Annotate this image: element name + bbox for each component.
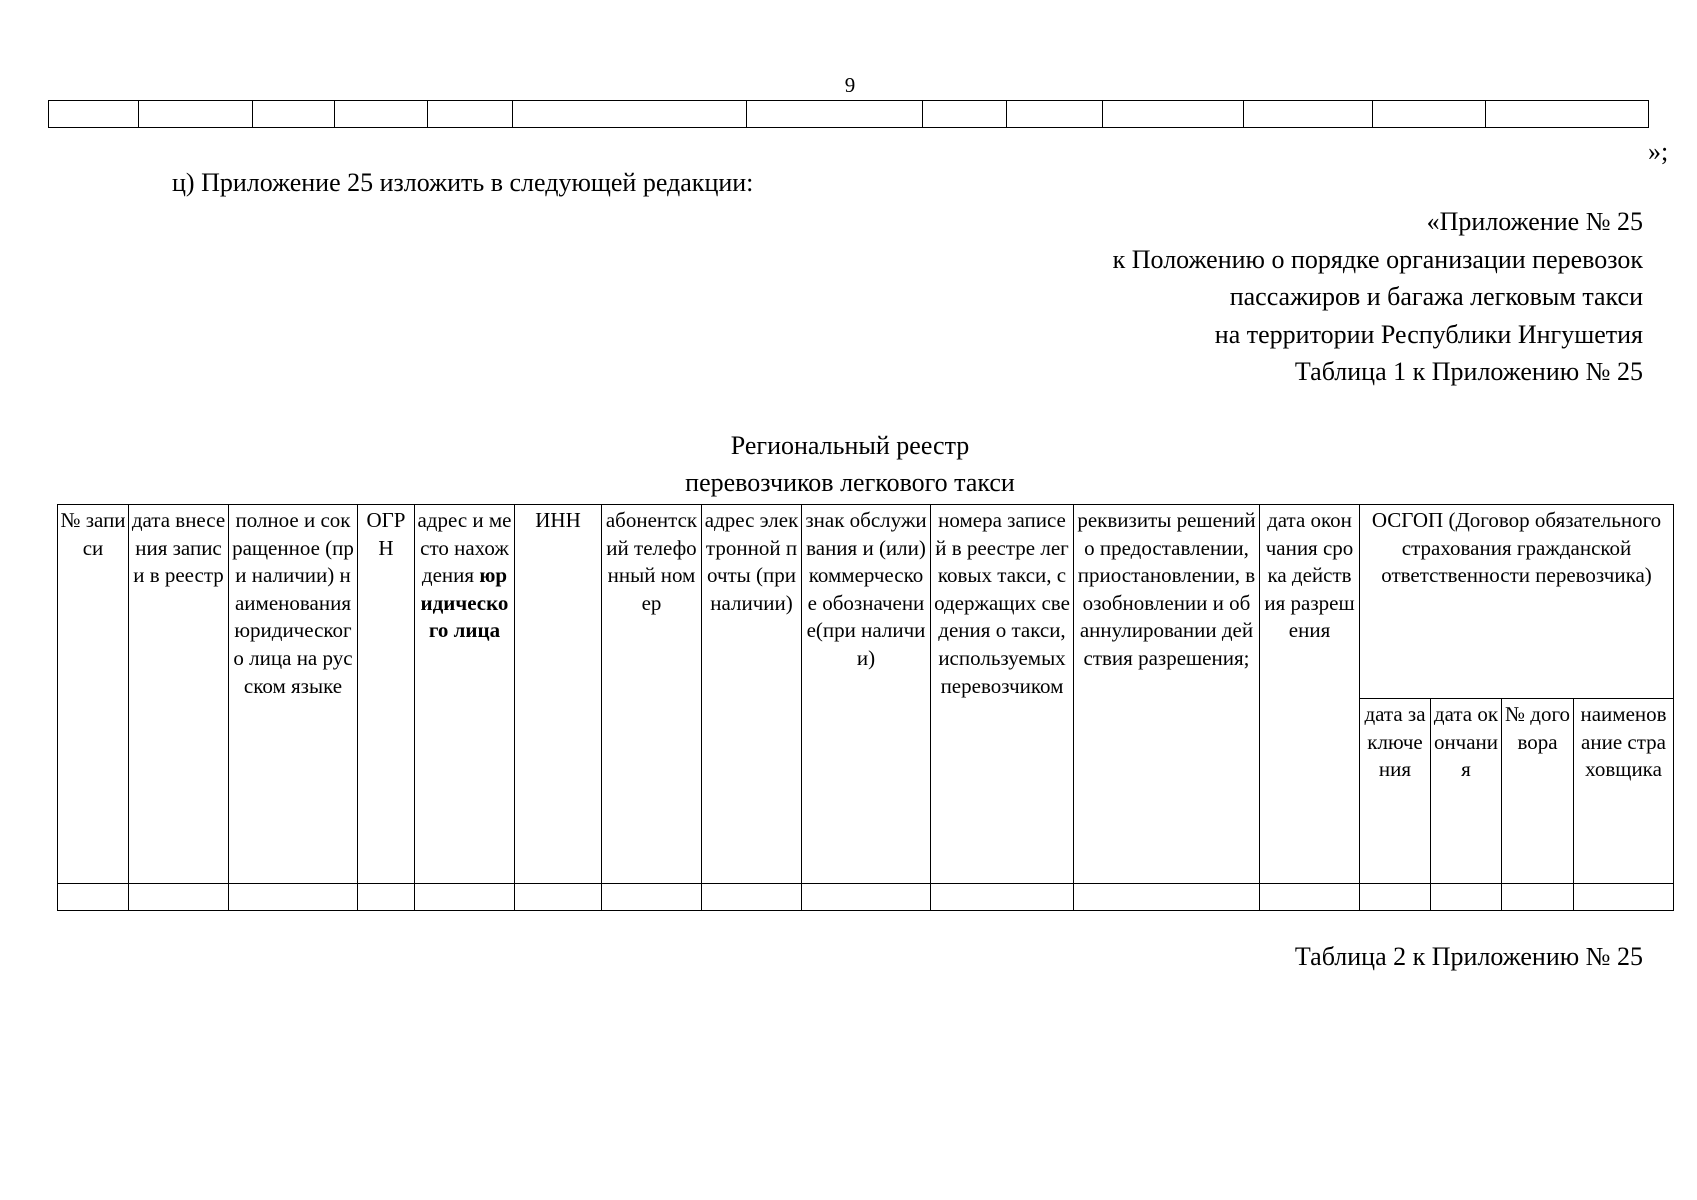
header-inn: ИНН	[515, 505, 602, 884]
table-cell	[139, 101, 253, 128]
header-address-bold-text: юридического лица	[420, 563, 509, 643]
header-service-mark: знак обслуживания и (или) коммерческое обозначение(при наличии)	[802, 505, 931, 884]
header-phone: абонентский телефонный номер	[602, 505, 702, 884]
closing-quote: »;	[1648, 137, 1669, 166]
appendix-reference-line: к Положению о порядке организации перевозок	[1112, 244, 1643, 274]
table-cell	[229, 884, 358, 911]
page-number: 9	[844, 73, 856, 97]
register-title-line: перевозчиков легкового такси	[685, 468, 1015, 497]
table-cell	[1502, 884, 1574, 911]
header-company-name: полное и сокращенное (при наличии) наименования юридического лица на русском языке	[229, 505, 358, 884]
appendix-reference-line: пассажиров и багажа легковым такси	[1229, 282, 1643, 311]
header-osgop-insurer-name: наименование страховщика	[1574, 699, 1674, 884]
header-osgop-conclusion-date: дата заключения	[1360, 699, 1431, 884]
table-cell	[702, 884, 802, 911]
table-cell	[1244, 101, 1373, 128]
header-record-number: № записи	[58, 505, 129, 884]
header-row	[58, 505, 1674, 699]
table-cell	[923, 101, 1007, 128]
table-cell	[1007, 101, 1103, 128]
register-title	[560, 427, 1140, 501]
header-decision-details: реквизиты решений о предоставлении, приостановлении, возобновлении и об аннулировании действия разрешения;	[1074, 505, 1260, 884]
register-table	[57, 504, 1674, 911]
header-entry-date: дата внесения записи в реестр	[129, 505, 229, 884]
appendix-title: «Приложение № 25	[1426, 207, 1643, 236]
table-cell	[1373, 101, 1486, 128]
header-osgop: ОСГОП (Договор обязательного страхования гражданской ответственности перевозчика)	[1360, 505, 1674, 699]
table-cell	[513, 101, 747, 128]
table-cell	[49, 101, 139, 128]
header-permit-expiry: дата окончания срока действия разрешения	[1260, 505, 1360, 884]
register-title-line: Региональный реестр	[730, 431, 970, 460]
table-cell	[129, 884, 229, 911]
table-cell	[1103, 101, 1244, 128]
header-address-text: адрес и место нахождения	[417, 508, 512, 588]
appendix-reference-line: на территории Республики Ингушетия	[1214, 319, 1643, 349]
header-osgop-end-date: дата окончания	[1431, 699, 1502, 884]
header-osgop-contract-number: № договора	[1502, 699, 1574, 884]
table-cell	[1574, 884, 1674, 911]
previous-table-continuation	[48, 100, 1649, 128]
table-cell	[602, 884, 702, 911]
table2-caption: Таблица 2 к Приложению № 25	[1294, 942, 1643, 971]
table-cell	[253, 101, 335, 128]
table-row	[58, 884, 1674, 911]
table-cell	[802, 884, 931, 911]
table-cell	[747, 101, 923, 128]
table-cell	[58, 884, 129, 911]
table-cell	[415, 884, 515, 911]
table-cell	[1074, 884, 1260, 911]
table-cell	[515, 884, 602, 911]
header-taxi-records: номера записей в реестре легковых такси, содержащих сведения о такси, используемых перевозчиком	[931, 505, 1074, 884]
table-cell	[1260, 884, 1360, 911]
table-cell	[931, 884, 1074, 911]
table-cell	[1431, 884, 1502, 911]
previous-table-row	[49, 101, 1649, 128]
table-cell	[335, 101, 428, 128]
table-cell	[428, 101, 513, 128]
table-cell	[1360, 884, 1431, 911]
header-email: адрес электронной почты (при наличии)	[702, 505, 802, 884]
table-cell	[1486, 101, 1649, 128]
amendment-intro: ц) Приложение 25 изложить в следующей редакции:	[172, 168, 754, 197]
table1-caption: Таблица 1 к Приложению № 25	[1294, 357, 1643, 386]
table-cell	[358, 884, 415, 911]
header-ogrn: ОГРН	[358, 505, 415, 884]
appendix-header	[1113, 203, 1643, 391]
header-address	[415, 505, 515, 884]
